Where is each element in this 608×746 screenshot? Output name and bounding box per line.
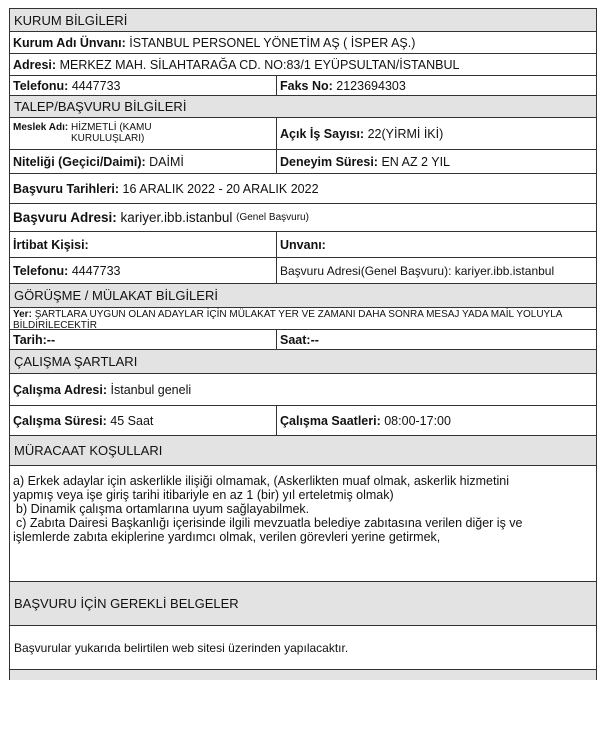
gorusme-yer-label: Yer:	[13, 309, 32, 320]
talep-telefon-label: Telefonu:	[13, 263, 69, 278]
calisma-heading: ÇALIŞMA ŞARTLARI	[9, 350, 597, 374]
talep-irtibat-row	[9, 232, 597, 258]
kurum-faks-value: 2123694303	[336, 78, 406, 93]
talep-telefon-row	[9, 258, 597, 284]
belgeler-heading: BAŞVURU İÇİN GEREKLİ BELGELER	[9, 582, 597, 626]
kurum-telefon-row	[9, 76, 597, 96]
talep-genel-basvuru: Başvuru Adresi(Genel Başvuru): kariyer.ibb.istanbul	[276, 258, 596, 283]
calisma-saat-value: 08:00-17:00	[384, 413, 451, 428]
kurum-telefon-label: Telefonu:	[13, 78, 69, 93]
calisma-adres-row	[9, 374, 597, 406]
gorusme-saat-label: Saat:--	[280, 332, 319, 347]
gorusme-tarih-row	[9, 330, 597, 350]
muracaat-b-line: b) Dinamik çalışma ortamlarına uyum sağlayabilmek.	[16, 502, 310, 516]
talep-meslek-value: HİZMETLİ (KAMU KURULUŞLARI)	[70, 122, 152, 144]
muracaat-c-line1: c) Zabıta Dairesi Başkanlığı içerisinde ilgili mevzuatla belediye zabıtasına verilen diğer iş ve	[16, 516, 523, 530]
talep-tarih-label: Başvuru Tarihleri:	[13, 181, 120, 196]
talep-deneyim-label: Deneyim Süresi:	[280, 154, 378, 169]
muracaat-c-line2: işlemlerde zabıta ekiplerine yardımcı olmak, verilen görevleri yerine getirmek,	[13, 530, 441, 544]
kurum-ad-row	[9, 32, 597, 54]
bottom-band	[9, 670, 597, 680]
talep-basvuru-adres-value: kariyer.ibb.istanbul	[120, 210, 233, 225]
calisma-sure-row	[9, 406, 597, 436]
kurum-telefon-value: 4447733	[71, 78, 121, 93]
kurum-ad-value: İSTANBUL PERSONEL YÖNETİM AŞ ( İSPER AŞ.)	[129, 35, 416, 50]
talep-telefon-value: 4447733	[71, 263, 121, 278]
talep-acik-value: 22(YİRMİ İKİ)	[367, 126, 444, 141]
gorusme-tarih-label: Tarih:--	[13, 332, 56, 347]
calisma-adres-label: Çalışma Adresi:	[13, 382, 108, 397]
talep-basvuru-adres-note: (Genel Başvuru)	[236, 212, 309, 223]
talep-tarih-row	[9, 174, 597, 204]
belgeler-text: Başvurular yukarıda belirtilen web sitesi üzerinden yapılacaktır.	[9, 626, 597, 670]
talep-nitelik-value: DAİMİ	[149, 154, 184, 169]
talep-basvuru-adres-label: Başvuru Adresi:	[13, 210, 117, 225]
calisma-saat-label: Çalışma Saatleri:	[280, 413, 381, 428]
talep-nitelik-row	[9, 150, 597, 174]
kurum-adres-label: Adresi:	[13, 57, 57, 72]
muracaat-content	[9, 466, 597, 582]
gorusme-yer-row	[9, 308, 597, 330]
kurum-faks-label: Faks No:	[280, 78, 333, 93]
talep-heading: TALEP/BAŞVURU BİLGİLERİ	[9, 96, 597, 118]
gorusme-heading: GÖRÜŞME / MÜLAKAT BİLGİLERİ	[9, 284, 597, 308]
kurum-adres-row	[9, 54, 597, 76]
talep-irtibat-label: İrtibat Kişisi:	[13, 237, 89, 252]
calisma-adres-value: İstanbul geneli	[110, 382, 192, 397]
kurum-heading: KURUM BİLGİLERİ	[9, 8, 597, 32]
talep-tarih-value: 16 ARALIK 2022 - 20 ARALIK 2022	[122, 181, 319, 196]
muracaat-a-line2: yapmış veya işe giriş tarihi itibariyle en az 1 (bir) yıl erteletmiş olmak)	[13, 488, 394, 502]
talep-basvuru-adres-row	[9, 204, 597, 232]
talep-acik-label: Açık İş Sayısı:	[280, 126, 365, 141]
document	[9, 8, 597, 680]
talep-deneyim-value: EN AZ 2 YIL	[381, 154, 451, 169]
kurum-adres-value: MERKEZ MAH. SİLAHTARAĞA CD. NO:83/1 EYÜPSULTAN/İSTANBUL	[59, 57, 460, 72]
calisma-sure-value: 45 Saat	[110, 413, 154, 428]
talep-unvan-label: Unvanı:	[280, 237, 326, 252]
kurum-ad-label: Kurum Adı Ünvanı:	[13, 35, 126, 50]
muracaat-a-line1: a) Erkek adaylar için askerlikle ilişiği olmamak, (Askerlikten muaf olmak, askerlik hizmetini	[13, 474, 509, 488]
talep-meslek-label: Meslek Adı:	[13, 122, 69, 133]
talep-meslek-row	[9, 118, 597, 150]
calisma-sure-label: Çalışma Süresi:	[13, 413, 107, 428]
muracaat-heading: MÜRACAAT KOŞULLARI	[9, 436, 597, 466]
gorusme-yer-value: ŞARTLARA UYGUN OLAN ADAYLAR İÇİN MÜLAKAT YER VE ZAMANI DAHA SONRA MESAJ YADA MAİL YOLUYLA BİLDİRİLECEKTİR	[13, 309, 562, 331]
talep-nitelik-label: Niteliği (Geçici/Daimi):	[13, 154, 146, 169]
